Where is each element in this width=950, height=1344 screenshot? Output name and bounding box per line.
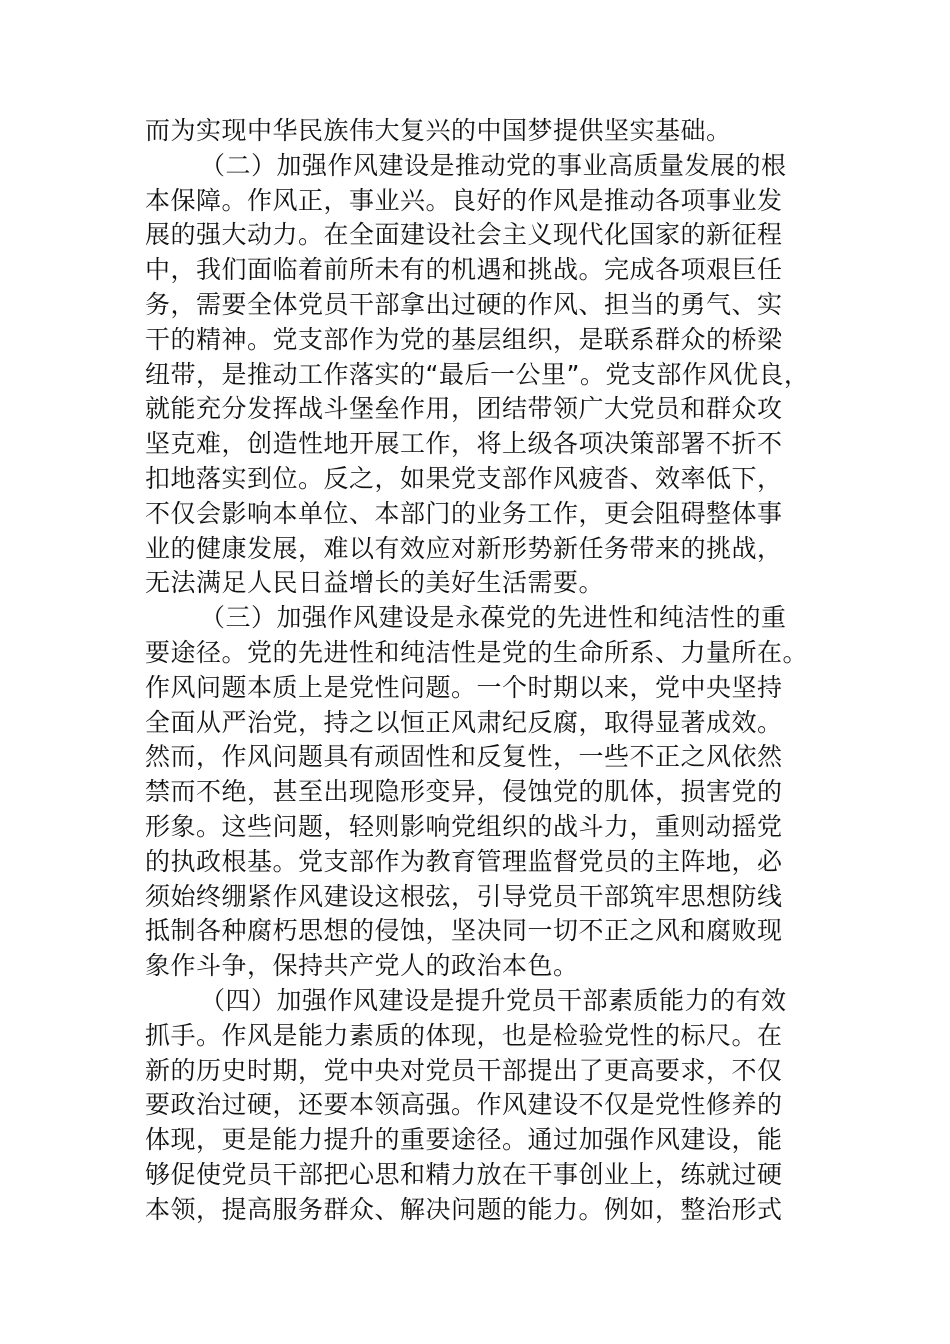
section-heading-line: （四）加强作风建设是提升党员干部素质能力的有效 <box>200 985 787 1015</box>
text-line: 中，我们面临着前所未有的机遇和挑战。完成各项艰巨任 <box>145 255 783 285</box>
text-line: 须始终绷紧作风建设这根弦，引导党员干部筑牢思想防线 <box>145 881 783 911</box>
text-line: 象作斗争，保持共产党人的政治本色。 <box>145 951 579 981</box>
text-line: 扣地落实到位。反之，如果党支部作风疲沓、效率低下， <box>145 463 783 493</box>
text-line: 体现，更是能力提升的重要途径。通过加强作风建设，能 <box>145 1125 783 1155</box>
text-line: 不仅会影响本单位、本部门的业务工作，更会阻碍整体事 <box>145 498 783 528</box>
text-line: 纽带，是推动工作落实的“最后一公里”。党支部作风优良， <box>145 359 810 389</box>
text-line: 无法满足人民日益增长的美好生活需要。 <box>145 568 605 598</box>
section-heading-line: （三）加强作风建设是永葆党的先进性和纯洁性的重 <box>200 603 787 633</box>
text-line: 本保障。作风正，事业兴。良好的作风是推动各项事业发 <box>145 185 783 215</box>
section-heading-line: （二）加强作风建设是推动党的事业高质量发展的根 <box>200 150 787 180</box>
text-line: 抵制各种腐朽思想的侵蚀，坚决同一切不正之风和腐败现 <box>145 916 783 946</box>
text-line: 要途径。党的先进性和纯洁性是党的生命所系、力量所在。 <box>145 637 809 667</box>
text-line: 坚克难，创造性地开展工作，将上级各项决策部署不折不 <box>145 429 783 459</box>
text-line: 的执政根基。党支部作为教育管理监督党员的主阵地，必 <box>145 846 783 876</box>
text-line: 要政治过硬，还要本领高强。作风建设不仅是党性修养的 <box>145 1090 783 1120</box>
text-line: 新的历史时期，党中央对党员干部提出了更高要求，不仅 <box>145 1055 783 1085</box>
text-line: 全面从严治党，持之以恒正风肃纪反腐，取得显著成效。 <box>145 707 783 737</box>
text-line: 本领，提高服务群众、解决问题的能力。例如，整治形式 <box>145 1194 783 1224</box>
text-line: 务，需要全体党员干部拿出过硬的作风、担当的勇气、实 <box>145 289 783 319</box>
text-line: 作风问题本质上是党性问题。一个时期以来，党中央坚持 <box>145 672 783 702</box>
text-line: 业的健康发展，难以有效应对新形势新任务带来的挑战， <box>145 533 783 563</box>
text-line: 禁而不绝，甚至出现隐形变异，侵蚀党的肌体，损害党的 <box>145 777 783 807</box>
text-line: 而为实现中华民族伟大复兴的中国梦提供坚实基础。 <box>145 116 732 145</box>
text-line: 干的精神。党支部作为党的基层组织，是联系群众的桥梁 <box>145 324 783 354</box>
text-line: 形象。这些问题，轻则影响党组织的战斗力，重则动摇党 <box>145 811 783 841</box>
text-line: 就能充分发挥战斗堡垒作用，团结带领广大党员和群众攻 <box>145 394 783 424</box>
body-text <box>145 114 810 1228</box>
text-line: 展的强大动力。在全面建设社会主义现代化国家的新征程 <box>145 220 783 250</box>
text-line: 抓手。作风是能力素质的体现，也是检验党性的标尺。在 <box>145 1020 783 1050</box>
text-line: 够促使党员干部把心思和精力放在干事创业上，练就过硬 <box>145 1159 783 1189</box>
text-line: 然而，作风问题具有顽固性和反复性，一些不正之风依然 <box>145 742 783 772</box>
